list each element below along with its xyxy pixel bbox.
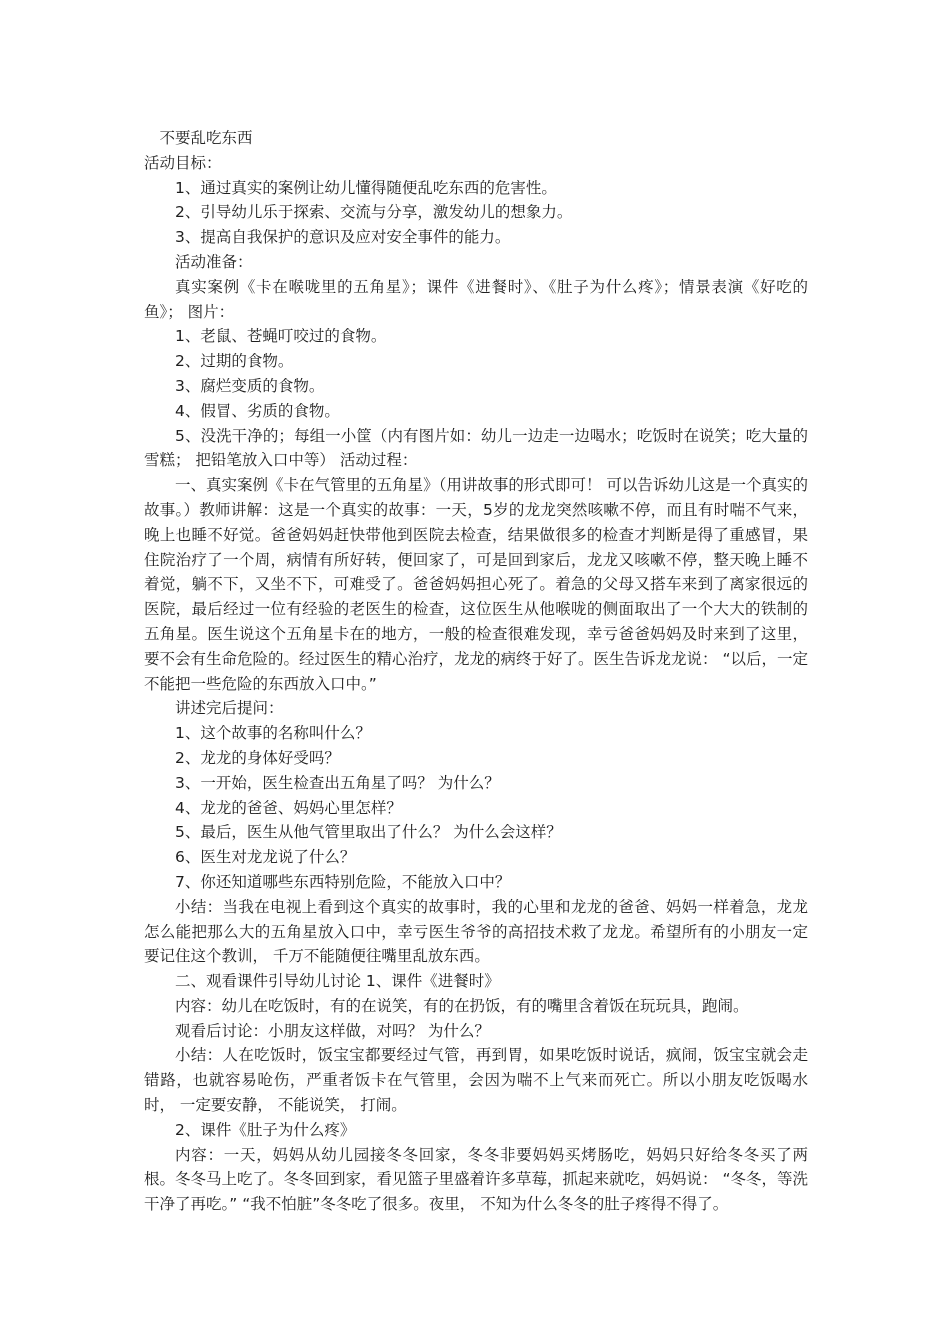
paragraph: 真实案例《卡在喉咙里的五角星》；课件《进餐时》、《肚子为什么疼》；情景表演《好吃的鱼》； 图片：: [144, 277, 808, 321]
document-page: [144, 126, 808, 1217]
paragraph: 1、通过真实的案例让幼儿懂得随便乱吃东西的危害性。: [175, 178, 557, 197]
paragraph: 小结：当我在电视上看到这个真实的故事时，我的心里和龙龙的爸爸、妈妈一样着急，龙龙怎么能把那么大的五角星放入口中，幸亏医生爷爷的高招技术救了龙龙。希望所有的小朋友一定要记住这个教训， 千万不能随便往嘴里乱放东西。: [144, 897, 808, 966]
paragraph: 3、提高自我保护的意识及应对安全事件的能力。: [175, 228, 511, 247]
document-title: 不要乱吃东西: [159, 129, 253, 147]
paragraph: 4、假冒、劣质的食物。: [175, 401, 340, 420]
paragraph: 活动目标：: [144, 153, 222, 172]
paragraph: 2、课件《肚子为什么疼》: [175, 1120, 356, 1139]
paragraph: 二、观看课件引导幼儿讨论 1、课件《进餐时》: [175, 972, 500, 991]
paragraph: 一、真实案例《卡在气管里的五角星》（用讲故事的形式即可！ 可以告诉幼儿这是一个真实的故事。）教师讲解：这是一个真实的故事：一天，5岁的龙龙突然咳嗽不停，而且有时喘不气来，晚上也睡不好觉。爸爸妈妈赶快带他到医院去检查，结果做很多的检查才判断是得了重感冒，果住院治疗了一个周，病情有所好转，便回家了，可是回到家后，龙龙又咳嗽不停，整天晚上睡不着觉，躺不下，又坐不下，可难受了。爸爸妈妈担心死了。着急的父母又搭车来到了离家很远的医院，最后经过一位有经验的老医生的检查，这位医生从他喉咙的侧面取出了一个大大的铁制的五角星。医生说这个五角星卡在的地方，一般的检查很难发现，幸亏爸爸妈妈及时来到了这里，要不会有生命危险的。经过医生的精心治疗，龙龙的病终于好了。医生告诉龙龙说： “以后，一定不能把一些危险的东西放入口中。”: [144, 476, 808, 693]
paragraph: 4、龙龙的爸爸、妈妈心里怎样？: [175, 798, 402, 817]
paragraph: 1、这个故事的名称叫什么？: [175, 724, 371, 743]
paragraph: 3、腐烂变质的食物。: [175, 376, 325, 395]
paragraph: 观看后讨论：小朋友这样做，对吗？ 为什么？: [175, 1021, 490, 1040]
paragraph: 讲述完后提问：: [175, 699, 284, 718]
paragraph: 活动准备：: [175, 252, 253, 271]
paragraph: 2、龙龙的身体好受吗？: [175, 748, 340, 767]
paragraph: 7、你还知道哪些东西特别危险，不能放入口中？: [175, 872, 511, 891]
paragraph: 小结：人在吃饭时，饭宝宝都要经过气管，再到胃，如果吃饭时说话，疯闹，饭宝宝就会走错路，也就容易呛伤，严重者饭卡在气管里，会因为喘不上气来而死亡。所以小朋友吃饭喝水时， 一定要安静， 不能说笑， 打闹。: [144, 1046, 808, 1115]
paragraph: 2、引导幼儿乐于探索、交流与分享，激发幼儿的想象力。: [175, 203, 573, 222]
paragraph: 5、最后，医生从他气管里取出了什么？ 为什么会这样？: [175, 823, 562, 842]
paragraph: 5、没洗干净的；每组一小筐（内有图片如：幼儿一边走一边喝水；吃饭时在说笑；吃大量的雪糕； 把铅笔放入口中等） 活动过程：: [144, 426, 808, 470]
paragraph: 2、过期的食物。: [175, 352, 294, 371]
paragraph: 6、医生对龙龙说了什么？: [175, 848, 356, 867]
paragraph: 内容：一天，妈妈从幼儿园接冬冬回家，冬冬非要妈妈买烤肠吃，妈妈只好给冬冬买了两根。冬冬马上吃了。冬冬回到家，看见篮子里盛着许多草莓，抓起来就吃，妈妈说： “冬冬，等洗干净了再吃。” “我不怕脏”冬冬吃了很多。夜里， 不知为什么冬冬的肚子疼得不得了。: [144, 1145, 808, 1214]
paragraph: 3、一开始，医生检查出五角星了吗？ 为什么？: [175, 773, 500, 792]
paragraph: 1、老鼠、苍蝇叮咬过的食物。: [175, 327, 387, 346]
paragraph: 内容：幼儿在吃饭时，有的在说笑，有的在扔饭，有的嘴里含着饭在玩玩具，跑闹。: [175, 996, 749, 1015]
